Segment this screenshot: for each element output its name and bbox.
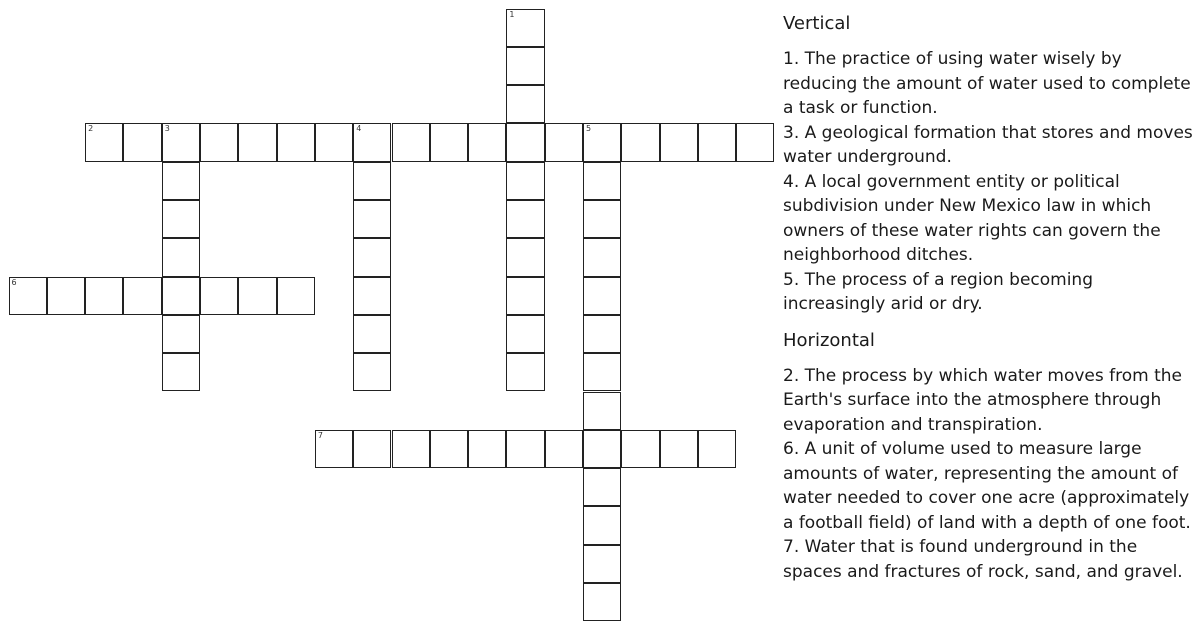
crossword-cell[interactable] — [583, 468, 621, 506]
clue-vertical-3: 3. A geological formation that stores and moves water underground. — [783, 122, 1193, 167]
crossword-cell[interactable] — [315, 123, 353, 161]
crossword-cell[interactable] — [353, 123, 391, 161]
crossword-cell[interactable] — [353, 315, 391, 353]
crossword-cell[interactable] — [621, 430, 659, 468]
horizontal-clue-list — [783, 364, 1197, 585]
crossword-cell[interactable] — [698, 430, 736, 468]
crossword-cell[interactable] — [506, 123, 544, 161]
crossword-cell[interactable] — [238, 277, 276, 315]
horizontal-heading: Horizontal — [783, 329, 875, 351]
crossword-cell[interactable] — [583, 583, 621, 621]
cell-number-label: 5 — [586, 124, 592, 134]
crossword-cell[interactable] — [583, 277, 621, 315]
crossword-cell[interactable] — [506, 238, 544, 276]
crossword-cell[interactable] — [583, 315, 621, 353]
horizontal-clues-section — [783, 329, 1197, 585]
crossword-cell[interactable] — [506, 315, 544, 353]
crossword-cell[interactable] — [353, 200, 391, 238]
crossword-cell[interactable] — [583, 162, 621, 200]
cell-number-label: 1 — [509, 9, 515, 19]
crossword-cell[interactable] — [506, 277, 544, 315]
crossword-cell[interactable] — [660, 430, 698, 468]
crossword-cell[interactable] — [583, 545, 621, 583]
crossword-cell[interactable] — [468, 430, 506, 468]
cell-number-label: 2 — [88, 124, 94, 134]
crossword-cell[interactable] — [430, 123, 468, 161]
crossword-cell[interactable] — [85, 277, 123, 315]
cell-number-label: 6 — [11, 277, 17, 287]
crossword-cell[interactable] — [506, 353, 544, 391]
crossword-cell[interactable] — [583, 238, 621, 276]
clue-horizontal-2: 2. The process by which water moves from the Earth's surface into the atmosphere through evaporation and transpiration. — [783, 365, 1183, 435]
crossword-cell[interactable] — [736, 123, 774, 161]
crossword-cell[interactable] — [353, 353, 391, 391]
crossword-cell[interactable] — [162, 277, 200, 315]
crossword-cell[interactable] — [353, 162, 391, 200]
crossword-cell[interactable] — [123, 123, 161, 161]
crossword-cell[interactable] — [353, 238, 391, 276]
cell-number-label: 3 — [164, 124, 170, 134]
crossword-cell[interactable] — [353, 430, 391, 468]
crossword-cell[interactable] — [506, 47, 544, 85]
clue-horizontal-6: 6. A unit of volume used to measure large amounts of water, representing the amount of water needed to cover one acre (approximately a football field) of land with a depth of one foot. — [783, 439, 1191, 533]
crossword-cell[interactable] — [506, 430, 544, 468]
vertical-clues-section — [783, 12, 1197, 317]
clue-vertical-1: 1. The practice of using water wisely by reducing the amount of water used to complete a task or function. — [783, 49, 1191, 118]
clue-vertical-4: 4. A local government entity or political subdivision under New Mexico law in which owners of these water rights can govern the neighborhood ditches. — [783, 171, 1161, 265]
clue-horizontal-7: 7. Water that is found underground in the spaces and fractures of rock, sand, and gravel. — [783, 537, 1183, 582]
crossword-cell[interactable] — [200, 123, 238, 161]
cell-number-label: 4 — [356, 124, 362, 134]
crossword-cell[interactable] — [162, 238, 200, 276]
crossword-cell[interactable] — [162, 353, 200, 391]
cell-number-label: 7 — [317, 430, 323, 440]
vertical-clue-list — [783, 47, 1197, 317]
crossword-cell[interactable] — [545, 123, 583, 161]
crossword-cell[interactable] — [238, 123, 276, 161]
crossword-cell[interactable] — [392, 123, 430, 161]
crossword-cell[interactable] — [468, 123, 506, 161]
crossword-cell[interactable] — [162, 200, 200, 238]
crossword-cell[interactable] — [506, 200, 544, 238]
crossword-cell[interactable] — [277, 123, 315, 161]
crossword-cell[interactable] — [545, 430, 583, 468]
crossword-cell[interactable] — [583, 123, 621, 161]
crossword-cell[interactable] — [123, 277, 161, 315]
crossword-cell[interactable] — [200, 277, 238, 315]
crossword-cell[interactable] — [698, 123, 736, 161]
crossword-cell[interactable] — [621, 123, 659, 161]
crossword-cell[interactable] — [506, 162, 544, 200]
crossword-cell[interactable] — [506, 85, 544, 123]
crossword-cell[interactable] — [162, 315, 200, 353]
crossword-cell[interactable] — [430, 430, 468, 468]
crossword-cell[interactable] — [506, 9, 544, 47]
crossword-cell[interactable] — [9, 277, 47, 315]
crossword-cell[interactable] — [583, 200, 621, 238]
crossword-cell[interactable] — [353, 277, 391, 315]
crossword-cell[interactable] — [392, 430, 430, 468]
clues-panel — [783, 12, 1197, 584]
crossword-cell[interactable] — [660, 123, 698, 161]
vertical-heading: Vertical — [783, 13, 851, 34]
crossword-cell[interactable] — [583, 430, 621, 468]
crossword-cell[interactable] — [47, 277, 85, 315]
crossword-cell[interactable] — [315, 430, 353, 468]
crossword-cell[interactable] — [583, 353, 621, 391]
crossword-cell[interactable] — [85, 123, 123, 161]
crossword-cell[interactable] — [162, 123, 200, 161]
clue-vertical-5: 5. The process of a region becoming increasingly arid or dry. — [783, 269, 1094, 314]
crossword-cell[interactable] — [162, 162, 200, 200]
crossword-cell[interactable] — [583, 506, 621, 544]
crossword-cell[interactable] — [277, 277, 315, 315]
crossword-cell[interactable] — [583, 392, 621, 430]
